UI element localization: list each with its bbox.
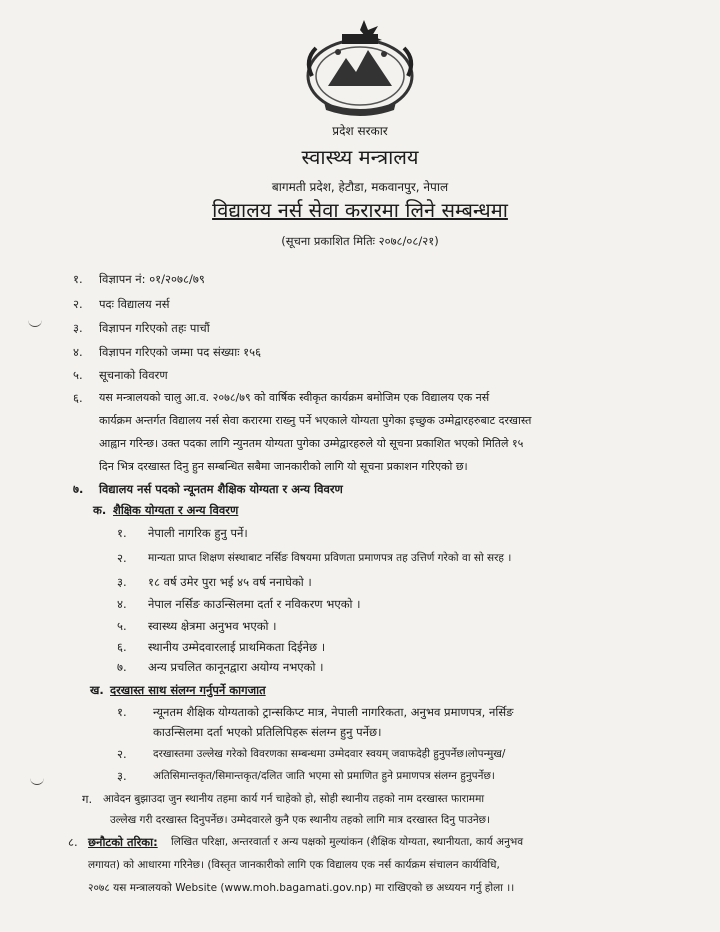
item-number: ४. xyxy=(117,597,127,611)
item-number: ५. xyxy=(73,368,83,382)
paragraph-line: आवेदन बुझाउदा जुन स्थानीय तहमा कार्य गर्न चाहेको हो, सोही स्थानीय तहको नाम दरखास्त फाराममा xyxy=(103,793,485,805)
list-item: १८ वर्ष उमेर पुरा भई ४५ वर्ष ननाघेको । xyxy=(148,575,312,589)
address-line: बागमती प्रदेश, हेटौडा, मकवानपुर, नेपाल xyxy=(271,180,449,194)
subsection-title: दरखास्त साथ संलग्न गर्नुपर्ने कागजात xyxy=(110,683,266,697)
list-item: सूचनाको विवरण xyxy=(99,368,168,382)
item-number: ३. xyxy=(73,321,83,335)
paragraph-line: आह्वान गरिन्छ। उक्त पदका लागि न्युनतम योग्यता पुगेका उम्मेद्वारहरुले यो सूचना प्रकाशित भएको मितिले १५ xyxy=(99,437,524,450)
ministry-name: स्वास्थ्य मन्त्रालय xyxy=(301,145,419,169)
nepal-emblem-icon xyxy=(298,16,422,120)
item-number: ५. xyxy=(117,619,127,633)
item-number: ६. xyxy=(117,640,127,654)
list-item: स्वास्थ्य क्षेत्रमा अनुभव भएको । xyxy=(148,619,277,633)
paragraph-line: २०७८ यस मन्त्रालयको Website (www.moh.bagamati.gov.np) मा राखिएको छ अध्ययन गर्नु होला ।। xyxy=(88,882,515,894)
list-item: विज्ञापन गरिएको जम्मा पद संख्याः १५६ xyxy=(99,345,262,359)
subsection-label: ख. xyxy=(90,683,104,697)
subsection-title: शैक्षिक योग्यता र अन्य विवरण xyxy=(113,503,239,517)
item-number: २. xyxy=(117,747,127,761)
paragraph-line: लिखित परिक्षा, अन्तरवार्ता र अन्य पक्षको मुल्यांकन (शैक्षिक योग्यता, स्थानीयता, कार्य अनुभव xyxy=(171,836,524,848)
section-title: विद्यालय नर्स पदको न्यूनतम शैक्षिक योग्यता र अन्य विवरण xyxy=(99,482,343,496)
paragraph-line: उल्लेख गरी दरखास्त दिनुपर्नेछ। उम्मेदवारले कुनै एक स्थानीय तहको लागि मात्र दरखास्त दिनु पाउनेछ। xyxy=(110,814,491,826)
subsection-label: ग. xyxy=(82,792,93,806)
list-item: मान्यता प्राप्त शिक्षण संस्थाबाट नर्सिङ विषयमा प्रविणता प्रमाणपत्र तह उत्तिर्ण गरेको वा सो सरह । xyxy=(148,552,512,564)
item-number: ६. xyxy=(73,391,83,405)
item-number: ४. xyxy=(73,345,83,359)
paragraph-line: यस मन्त्रालयको चालु आ.व. २०७८/७९ को वार्षिक स्वीकृत कार्यक्रम बमोजिम एक विद्यालय एक नर्स xyxy=(99,391,490,404)
margin-mark xyxy=(28,318,42,327)
item-number: १. xyxy=(117,526,127,540)
list-item: दरखास्तमा उल्लेख गरेको विवरणका सम्बन्धमा उम्मेदवार स्वयम् जवाफदेही हुनुपर्नेछ।लोपन्मुख/ xyxy=(153,748,506,760)
margin-mark xyxy=(30,776,44,785)
list-item: नेपाली नागरिक हुनु पर्ने। xyxy=(148,526,248,540)
notice-date: (सूचना प्रकाशित मितिः २०७८/०८/२१) xyxy=(281,234,439,248)
item-number: ८. xyxy=(68,835,78,849)
paragraph-line: कार्यक्रम अन्तर्गत विद्यालय नर्स सेवा करारमा राख्नु पर्ने भएकाले योग्यता पुगेका इच्छुक उम्मेद्वारहरुबाट दरखास्त xyxy=(99,414,532,427)
item-number: ७. xyxy=(73,482,84,496)
item-number: ७. xyxy=(117,660,127,674)
item-number: १. xyxy=(73,272,83,286)
subsection-label: क. xyxy=(93,503,107,517)
item-number: ३. xyxy=(117,769,127,783)
list-item-continued: काउन्सिलमा दर्ता भएको प्रतिलिपिहरू संलग्न हुनु पर्नेछ। xyxy=(153,725,382,739)
list-item: न्यूनतम शैक्षिक योग्यताको ट्रान्सकिप्ट मात्र, नेपाली नागरिकता, अनुभव प्रमाणपत्र, नर्सिङ xyxy=(153,705,514,719)
government-label: प्रदेश सरकार xyxy=(332,124,388,138)
list-item: विज्ञापन गरिएको तहः पाचौं xyxy=(99,321,210,335)
item-number: १. xyxy=(117,705,127,719)
notice-subject: विद्यालय नर्स सेवा करारमा लिने सम्बन्धमा xyxy=(212,198,508,222)
section-title: छनौटको तरिका: xyxy=(88,835,158,849)
list-item: अन्य प्रचलित कानूनद्वारा अयोग्य नभएको । xyxy=(148,660,324,674)
list-item: विज्ञापन नं: ०१/२०७८/७९ xyxy=(99,272,205,286)
item-number: ३. xyxy=(117,575,127,589)
item-number: २. xyxy=(117,551,127,565)
list-item: अतिसिमान्तकृत/सिमान्तकृत/दलित जाति भएमा सो प्रमाणित हुने प्रमाणपत्र संलग्न हुनुपर्नेछ। xyxy=(153,770,495,782)
list-item: नेपाल नर्सिङ काउन्सिलमा दर्ता र नविकरण भएको । xyxy=(148,597,361,611)
list-item: स्थानीय उम्मेदवारलाई प्राथमिकता दिईनेछ । xyxy=(148,640,326,654)
item-number: २. xyxy=(73,297,83,311)
paragraph-line: लगायत) को आधारमा गरिनेछ। (विस्तृत जानकारीको लागि एक विद्यालय एक नर्स कार्यक्रम संचालन कार्यविधि, xyxy=(88,859,500,871)
paragraph-line: दिन भित्र दरखास्त दिनु हुन सम्बन्धित सबैमा जानकारीको लागि यो सूचना प्रकाशन गरिएको छ। xyxy=(99,460,468,473)
list-item: पदः विद्यालय नर्स xyxy=(99,297,170,311)
